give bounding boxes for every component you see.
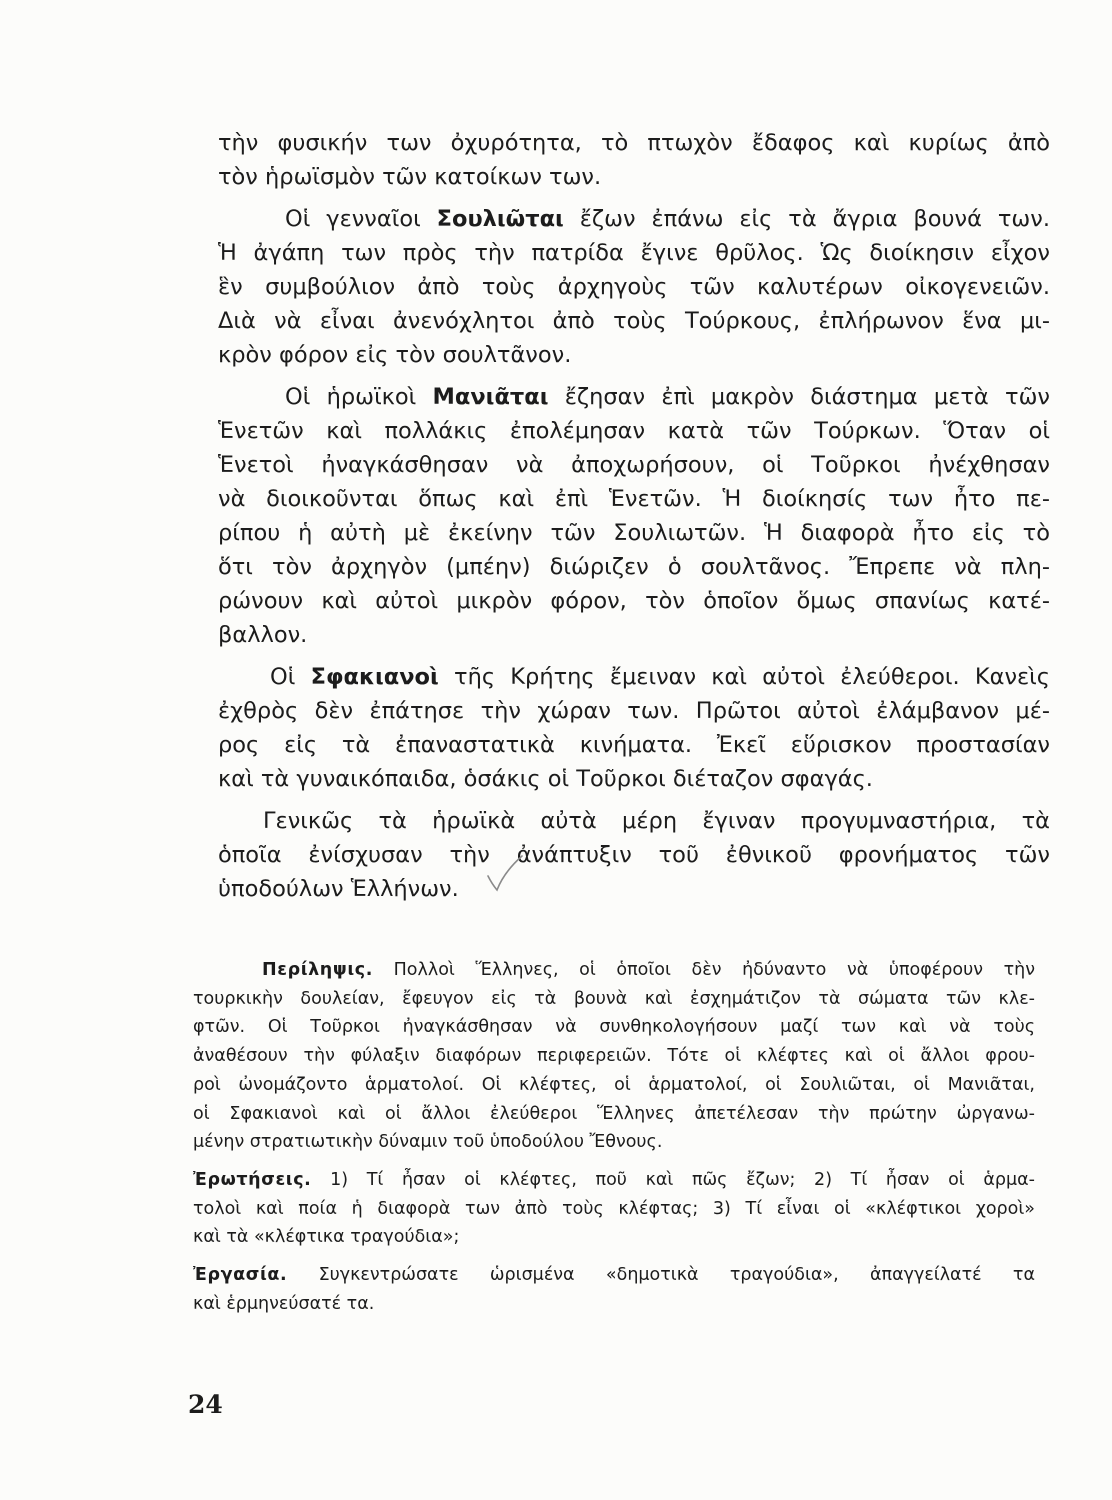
- text-line: ἐχθρὸς δὲν ἐπάτησε τὴν χώραν των. Πρῶτοι αὐτοὶ ἐλάμβανον μέ-: [218, 698, 1050, 724]
- questions-section: [193, 1166, 1035, 1252]
- text-segment: ἔζων ἐπάνω εἰς τὰ ἄγρια βουνά των.: [579, 206, 1050, 232]
- text-line: τὸν ἡρωϊσμὸν τῶν κατοίκων των.: [218, 164, 602, 190]
- assignment-section: [193, 1261, 1035, 1318]
- paragraph: [218, 202, 1050, 372]
- text-line: τουρκικὴν δουλείαν, ἔφευγον εἰς τὰ βουνὰ καὶ ἐσχημάτιζον τὰ σώματα τῶν κλε-: [193, 988, 1035, 1009]
- text-line: [193, 1166, 1035, 1195]
- pencil-check-mark: [480, 850, 528, 896]
- bold-term: Σουλιῶται: [436, 206, 564, 232]
- text-line: Διὰ νὰ εἶναι ἀνενόχλητοι ἀπὸ τοὺς Τούρκους, ἐπλήρωνον ἕνα μι-: [218, 308, 1050, 334]
- text-line: [218, 660, 1050, 694]
- text-line: ρίπου ἡ αὐτὴ μὲ ἐκείνην τῶν Σουλιωτῶν. Ἡ διαφορὰ ἦτο εἰς τὸ: [218, 520, 1050, 546]
- text-line: ὑποδούλων Ἑλλήνων.: [218, 876, 459, 902]
- text-line: ὁποῖα ἐνίσχυσαν τὴν ἀνάπτυξιν τοῦ ἐθνικοῦ φρονήματος τῶν: [218, 842, 1050, 868]
- text-segment: Οἱ: [270, 664, 296, 690]
- text-line: τὴν φυσικήν των ὀχυρότητα, τὸ πτωχὸν ἔδαφος καὶ κυρίως ἀπὸ: [218, 130, 1050, 156]
- text-line: οἱ Σφακιανοὶ καὶ οἱ ἄλλοι ἐλεύθεροι Ἕλληνες ἀπετέλεσαν τὴν πρώτην ὠργανω-: [193, 1103, 1035, 1124]
- text-segment: Συγκεντρώσατε ὡρισμένα «δημοτικὰ τραγούδια», ἀπαγγείλατέ τα: [318, 1265, 1035, 1286]
- text-line: κρὸν φόρον εἰς τὸν σουλτᾶνον.: [218, 342, 572, 368]
- bold-term: Μανιᾶται: [432, 384, 549, 410]
- questions-label: Ἐρωτήσεις.: [193, 1169, 312, 1190]
- text-segment: Οἱ ἡρωϊκοὶ: [285, 384, 417, 410]
- text-line: ροὶ ὠνομάζοντο ἁρματολοί. Οἱ κλέφτες, οἱ ἁρματολοί, οἱ Σουλιῶται, οἱ Μανιᾶται,: [193, 1074, 1035, 1095]
- text-line: Γενικῶς τὰ ἡρωϊκὰ αὐτὰ μέρη ἔγιναν προγυμναστήρια, τὰ: [263, 808, 1050, 834]
- text-line: ἀναθέσουν τὴν φύλαξιν διαφόρων περιφερειῶν. Τότε οἱ κλέφτες καὶ οἱ ἄλλοι φρου-: [193, 1046, 1035, 1067]
- text-segment: Οἱ γενναῖοι: [285, 206, 421, 232]
- text-line: ἓν συμβούλιον ἀπὸ τοὺς ἀρχηγοὺς τῶν καλυτέρων οἰκογενειῶν.: [218, 274, 1050, 300]
- text-line: Ἑνετοὶ ἠναγκάσθησαν νὰ ἀποχωρήσουν, οἱ Τοῦρκοι ἠνέχθησαν: [218, 452, 1050, 478]
- assignment-label: Ἐργασία.: [193, 1265, 288, 1286]
- text-line: καὶ τὰ «κλέφτικα τραγούδια»;: [193, 1227, 460, 1248]
- text-line: Ἑνετῶν καὶ πολλάκις ἐπολέμησαν κατὰ τῶν Τούρκων. Ὅταν οἱ: [218, 418, 1050, 444]
- text-line: μένην στρατιωτικὴν δύναμιν τοῦ ὑποδούλου Ἔθνους.: [193, 1132, 663, 1153]
- text-line: τολοὶ καὶ ποία ἡ διαφορὰ των ἀπὸ τοὺς κλέφτας; 3) Τί εἶναι οἱ «κλέφτικοι χοροὶ»: [193, 1198, 1035, 1219]
- text-line: βαλλον.: [218, 622, 308, 648]
- text-line: φτῶν. Οἱ Τοῦρκοι ἠναγκάσθησαν νὰ συνθηκολογήσουν μαζί των καὶ νὰ τοὺς: [193, 1017, 1035, 1038]
- end-matter: [193, 956, 1035, 1318]
- paragraph: [218, 804, 1050, 906]
- text-line: ὅτι τὸν ἀρχηγὸν (μπέην) διώριζεν ὁ σουλτᾶνος. Ἔπρεπε νὰ πλη-: [218, 554, 1050, 580]
- text-line: [193, 956, 1035, 985]
- text-segment: Πολλοὶ Ἕλληνες, οἱ ὁποῖοι δὲν ἠδύναντο νὰ ὑποφέρουν τὴν: [393, 960, 1035, 980]
- text-line: νὰ διοικοῦνται ὅπως καὶ ἐπὶ Ἑνετῶν. Ἡ διοίκησίς των ἦτο πε-: [218, 486, 1050, 512]
- text-line: ρώνουν καὶ αὐτοὶ μικρὸν φόρον, τὸν ὁποῖον ὅμως σπανίως κατέ-: [218, 588, 1050, 614]
- page-number: 24: [188, 1390, 223, 1419]
- text-line: ρος εἰς τὰ ἐπαναστατικὰ κινήματα. Ἐκεῖ εὕρισκον προστασίαν: [218, 732, 1050, 758]
- text-line: [218, 380, 1050, 414]
- paragraph: [218, 660, 1050, 796]
- text-line: [193, 1261, 1035, 1290]
- main-text: [218, 126, 1050, 906]
- text-line: καὶ τὰ γυναικόπαιδα, ὁσάκις οἱ Τοῦρκοι διέταζον σφαγάς.: [218, 766, 873, 792]
- summary-section: [193, 956, 1035, 1157]
- text-line: καὶ ἑρμηνεύσατέ τα.: [193, 1293, 375, 1314]
- paragraph: [218, 126, 1050, 194]
- text-segment: 1) Τί ἦσαν οἱ κλέφτες, ποῦ καὶ πῶς ἔζων; 2) Τί ἦσαν οἱ ἁρμα-: [330, 1169, 1035, 1190]
- paragraph: [218, 380, 1050, 652]
- bold-term: Σφακιανοὶ: [310, 664, 439, 690]
- text-segment: τῆς Κρήτης ἔμειναν καὶ αὐτοὶ ἐλεύθεροι. Κανεὶς: [454, 664, 1051, 690]
- summary-label: Περίληψις.: [262, 960, 373, 980]
- text-line: [218, 202, 1050, 236]
- text-segment: ἔζησαν ἐπὶ μακρὸν διάστημα μετὰ τῶν: [564, 384, 1050, 410]
- text-line: Ἡ ἀγάπη των πρὸς τὴν πατρίδα ἔγινε θρῦλος. Ὡς διοίκησιν εἶχον: [218, 240, 1050, 266]
